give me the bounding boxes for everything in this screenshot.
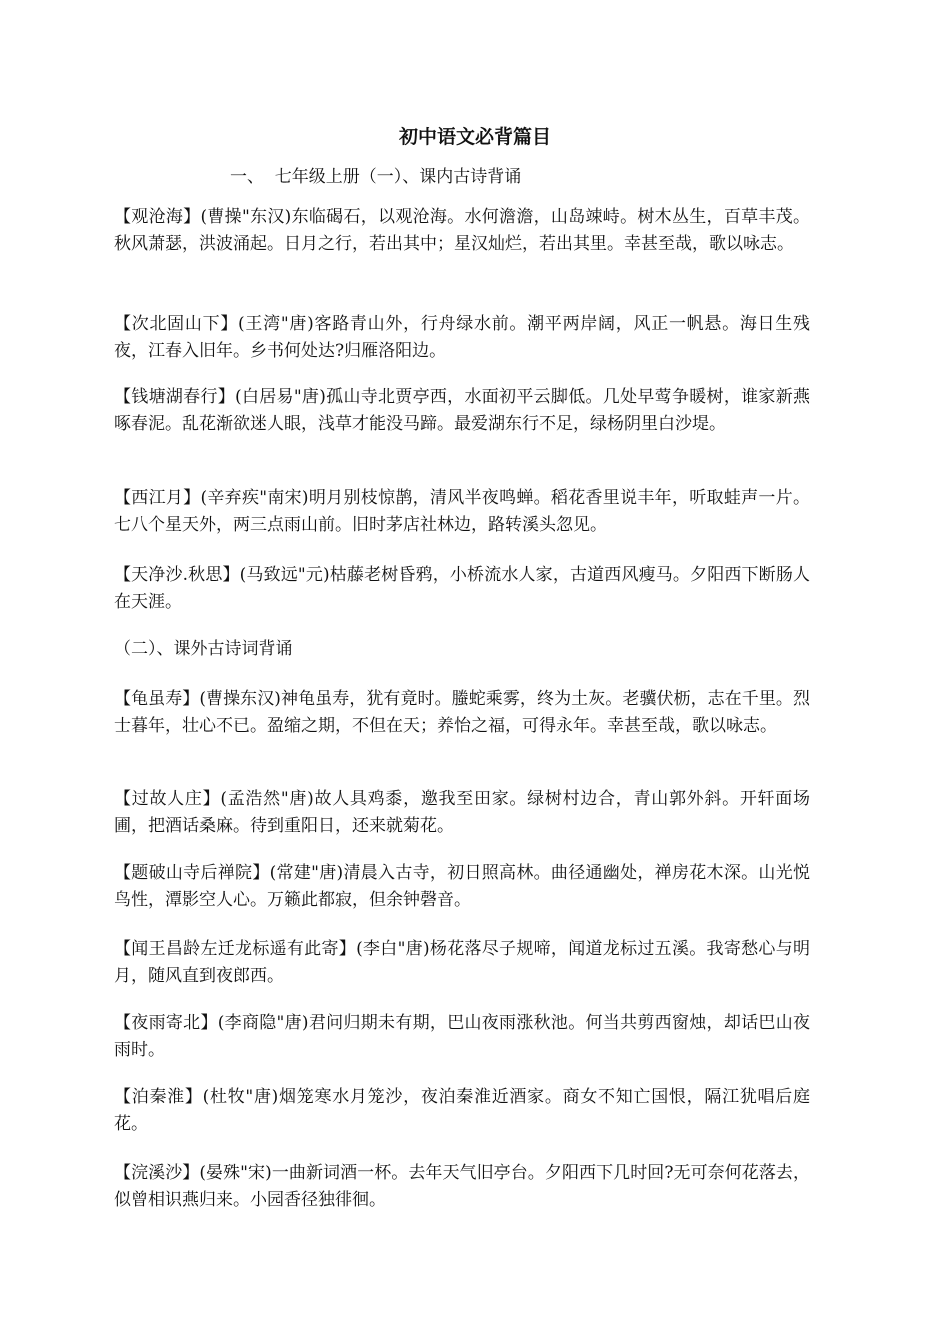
poem-text: 清晨入古寺，初日照高林。曲径通幽处，禅房花木深。山光悦鸟性，潭影空人心。万籁此都寂，但余钟磬音。 bbox=[114, 863, 810, 910]
poem-title: 【西江月】(辛弃疾"南宋) bbox=[114, 488, 309, 508]
poem-text: 东临碣石，以观沧海。水何澹澹，山岛竦峙。树木丛生，百草丰茂。秋风萧瑟，洪波涌起。日月之行，若出其中；星汉灿烂，若出其里。幸甚至哉，歌以咏志。 bbox=[114, 207, 810, 254]
poem-title: 【天净沙.秋思】(马致远"元) bbox=[114, 565, 330, 585]
poem-paragraph bbox=[114, 1084, 810, 1138]
poem-text: 君问归期未有期，巴山夜雨涨秋池。何当共剪西窗烛，却话巴山夜雨时。 bbox=[114, 1013, 810, 1060]
poem-title: 【泊秦淮】(杜牧"唐) bbox=[114, 1087, 279, 1107]
poem-text: 故人具鸡黍，邀我至田家。绿树村边合，青山郭外斜。开轩面场圃，把酒话桑麻。待到重阳日，还来就菊花。 bbox=[114, 789, 810, 836]
document-title: 初中语文必背篇目 bbox=[398, 126, 551, 148]
poem-title: 【次北固山下】(王湾"唐) bbox=[114, 314, 314, 334]
poem-title: 【观沧海】(曹操"东汉) bbox=[114, 207, 292, 227]
poem-title: 【过故人庄】(孟浩然"唐) bbox=[114, 789, 314, 809]
poem-paragraph bbox=[114, 384, 810, 438]
poem-title: 【夜雨寄北】(李商隐"唐) bbox=[114, 1013, 309, 1033]
poem-title: 【浣溪沙】(晏殊"宋) bbox=[114, 1163, 272, 1183]
poem-title: 【钱塘湖春行】(白居易"唐) bbox=[114, 387, 326, 407]
poem-paragraph bbox=[114, 786, 810, 840]
poem-paragraph bbox=[114, 311, 810, 365]
poem-paragraph bbox=[114, 686, 810, 740]
poem-title: 【题破山寺后禅院】(常建"唐) bbox=[114, 863, 344, 883]
poem-paragraph bbox=[114, 204, 810, 258]
section-heading-1: 一、 七年级上册（一）、课内古诗背诵 bbox=[230, 167, 522, 187]
poem-text: 杨花落尽子规啼，闻道龙标过五溪。我寄愁心与明月，随风直到夜郎西。 bbox=[114, 939, 810, 986]
poem-paragraph bbox=[114, 936, 810, 990]
poem-text: 孤山寺北贾亭西，水面初平云脚低。几处早莺争暖树，谁家新燕啄春泥。乱花渐欲迷人眼，浅草才能没马蹄。最爱湖东行不足，绿杨阴里白沙堤。 bbox=[114, 387, 810, 434]
poem-paragraph bbox=[114, 1010, 810, 1064]
poem-title: 【闻王昌龄左迁龙标遥有此寄】(李白"唐) bbox=[114, 939, 430, 959]
poem-paragraph bbox=[114, 1160, 810, 1214]
poem-text: 客路青山外，行舟绿水前。潮平两岸阔，风正一帆悬。海日生残夜，江春入旧年。乡书何处达?归雁洛阳边。 bbox=[114, 314, 810, 361]
poem-text: 烟笼寒水月笼沙，夜泊秦淮近酒家。商女不知亡国恨，隔江犹唱后庭花。 bbox=[114, 1087, 810, 1134]
poem-text: 枯藤老树昏鸦，小桥流水人家，古道西风瘦马。夕阳西下断肠人在天涯。 bbox=[114, 565, 810, 612]
poem-paragraph bbox=[114, 485, 810, 539]
poem-title: 【龟虽寿】(曹操东汉) bbox=[114, 689, 281, 709]
poem-text: 一曲新词酒一杯。去年天气旧亭台。夕阳西下几时回?无可奈何花落去，似曾相识燕归来。小园香径独徘徊。 bbox=[114, 1163, 810, 1210]
poem-text: 神龟虽寿，犹有竟时。螣蛇乘雾，终为土灰。老骥伏枥，志在千里。烈士暮年，壮心不已。盈缩之期，不但在天；养怡之福，可得永年。幸甚至哉，歌以咏志。 bbox=[114, 689, 811, 736]
poem-paragraph bbox=[114, 860, 810, 914]
poem-text: 明月别枝惊鹊，清风半夜鸣蝉。稻花香里说丰年，听取蛙声一片。七八个星天外，两三点雨山前。旧时茅店社林边，路转溪头忽见。 bbox=[114, 488, 810, 535]
section-heading-2: （二）、课外古诗词背诵 bbox=[114, 639, 293, 659]
poem-paragraph bbox=[114, 562, 810, 616]
